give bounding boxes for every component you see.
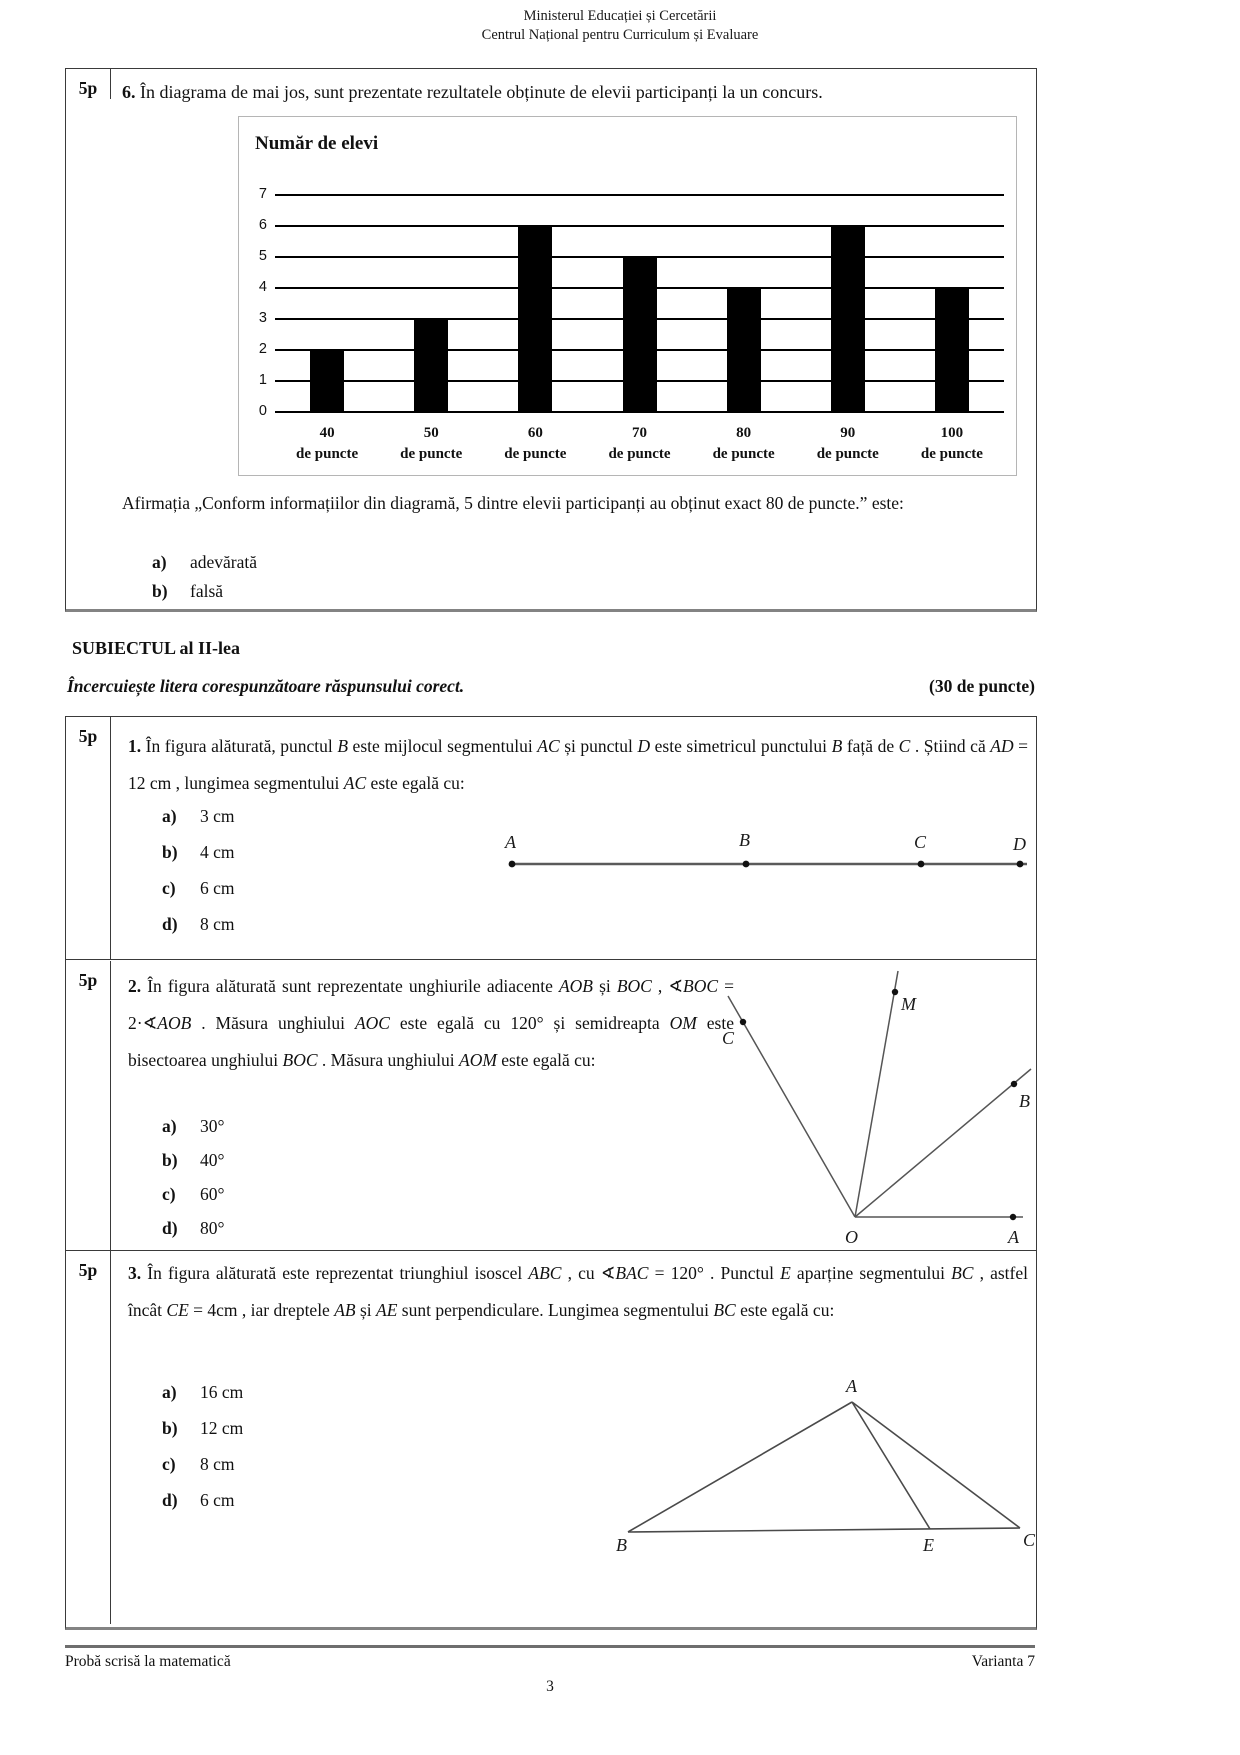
text-segment: OM [669,1013,697,1033]
text-segment: , ∢ [651,976,684,996]
text-segment: BC [713,1300,736,1320]
q2-figure-angles [688,960,1036,1248]
text-segment: și punctul [559,736,638,756]
text-segment: = 12 cm , lungimea segmentului [128,736,1028,793]
text-segment: C [898,736,911,756]
q6-text [122,77,1027,107]
footer-rule [65,1645,1035,1648]
text-segment: și [593,976,617,996]
option-text: 3 cm [200,806,235,826]
text-segment: este mijlocul segmentului [348,736,538,756]
q2-options [162,1116,225,1252]
answer-option [162,1116,225,1150]
x-category-sublabel: de puncte [400,446,463,462]
q1-options [162,806,235,950]
text-segment: AOB [157,1013,192,1033]
text-segment: În diagrama de mai jos, sunt prezentate rezultatele obținute de elevii participanți la un concurs. [140,82,823,102]
y-tick-label: 1 [258,372,267,388]
text-segment: B [337,736,349,756]
text-segment: este bisectoarea unghiului [128,1013,734,1070]
y-tick-label: 4 [258,279,267,295]
gridline-7 [275,194,1004,196]
x-category-label: 50 de puncte [379,423,483,465]
y-tick-label: 6 [258,217,267,233]
y-tick-label: 2 [258,341,267,357]
text-segment: aparține segmentului [790,1263,952,1283]
x-category-sublabel: de puncte [608,446,671,462]
answer-option [152,581,257,610]
answer-option [162,1382,243,1418]
point-e-label: E [923,1535,934,1554]
q6-options [152,552,257,610]
text-segment: AOM [459,1050,497,1070]
point-b-label: B [739,830,750,850]
text-segment: este egală cu: [735,1300,835,1320]
answer-option [162,1418,243,1454]
q1-text [128,728,1028,802]
point-a-dot [509,861,516,868]
option-letter: c) [162,878,176,898]
text-segment: = 2·∢ [128,976,734,1033]
option-letter: d) [162,914,178,934]
q3-text [128,1255,1028,1329]
x-category-sublabel: de puncte [816,446,879,462]
x-category-sublabel: de puncte [296,446,359,462]
footer-left: Probă scrisă la matematică [65,1653,231,1670]
answer-option [162,1150,225,1184]
answer-option [162,1184,225,1218]
point-m-dot [892,989,898,995]
bar-90 [831,226,865,412]
point-b-dot [743,861,750,868]
option-letter: c) [162,1454,176,1474]
bar-50 [414,319,448,412]
answer-option [152,552,257,581]
point-c-label: C [1023,1530,1036,1550]
option-text: 12 cm [200,1418,244,1438]
option-text: 4 cm [200,842,235,862]
y-tick-label: 3 [258,310,267,326]
text-segment: = 4cm , iar dreptele [188,1300,335,1320]
option-letter: d) [162,1218,178,1238]
page-number: 3 [546,1678,554,1695]
text-segment: AB [334,1300,356,1320]
x-category-label: 100 de puncte [900,423,1004,465]
answer-option [162,806,235,842]
option-letter: b) [162,1150,178,1170]
footer-right: Varianta 7 [971,1653,1035,1670]
option-text: 8 cm [200,1454,235,1474]
x-category-label: 70 de puncte [587,423,691,465]
text-segment: 6. [122,82,140,102]
y-tick-label: 0 [258,403,267,419]
text-segment: BOC [616,976,652,996]
x-category-label: 40 de puncte [275,423,379,465]
point-d-dot [1017,861,1024,868]
bar-100 [935,288,969,412]
text-segment: 1. [128,736,146,756]
subject2-instruction: Încercuiește litera corespunzătoare răspunsului corect. [67,676,465,696]
text-segment: În figura alăturată sunt reprezentate unghiurile adiacente [147,976,559,996]
chart-y-axis [241,117,271,475]
text-segment: AC [537,736,560,756]
x-category-sublabel: de puncte [920,446,983,462]
text-segment: În figura alăturată, punctul [145,736,338,756]
option-letter: a) [162,1116,177,1136]
subject2-points-note: (30 de puncte) [929,676,1035,696]
answer-option [162,1454,243,1490]
text-segment: BC [951,1263,974,1283]
text-segment: este simetricul punctului [650,736,832,756]
header-line1: Ministerul Educației și Cercetării [523,8,717,24]
x-category-label: 60 de puncte [483,423,587,465]
text-segment: BOC [282,1050,318,1070]
text-segment: este egală cu 120° și semidreapta [389,1013,670,1033]
text-segment: . Măsura unghiului [317,1050,459,1070]
answer-option [162,1490,243,1526]
q1-points-cell: 5p [66,717,111,959]
point-c-label: C [914,832,927,852]
subject2-heading: SUBIECTUL al II-lea [72,638,241,658]
text-segment: . Măsura unghiului [191,1013,355,1033]
header-line2: Centrul Național pentru Curriculum și Evaluare [481,27,759,43]
text-segment: D [637,736,651,756]
option-letter: c) [162,1184,176,1204]
text-segment: este egală cu: [496,1050,596,1070]
x-category-sublabel: de puncte [504,446,567,462]
option-letter: a) [152,552,167,572]
answer-option [162,842,235,878]
option-text: 6 cm [200,1490,235,1510]
q3-points-cell: 5p [66,1251,111,1624]
ray-ob [855,1069,1031,1217]
text-segment: BAC [615,1263,649,1283]
text-segment: E [780,1263,791,1283]
bar-60 [518,226,552,412]
answer-option [162,1218,225,1252]
text-segment: este egală cu: [366,773,465,793]
q2-text [128,968,734,1079]
q2-points-cell: 5p [66,961,111,1250]
option-text: 8 cm [200,914,235,934]
text-segment: B [831,736,843,756]
bar-40 [310,350,344,412]
text-segment: AC [343,773,367,793]
option-letter: d) [162,1490,178,1510]
answer-option [162,878,235,914]
q6-points-cell: 5p [66,69,111,99]
text-segment: AE [376,1300,398,1320]
x-category-label: 80 de puncte [692,423,796,465]
text-segment: 3. [128,1263,148,1283]
point-a-label: A [846,1376,857,1396]
x-category-sublabel: de puncte [712,446,775,462]
q3-options [162,1382,243,1526]
option-text: 30° [200,1116,225,1136]
option-text: 80° [200,1218,225,1238]
text-segment: AOB [558,976,594,996]
text-segment: sunt perpendiculare. Lungimea segmentului [397,1300,714,1320]
bar-chart [238,116,1017,476]
point-b-label: B [616,1535,627,1554]
point-o-label: O [845,1227,858,1247]
side-bc [628,1528,1020,1532]
text-segment: = 120° . Punctul [648,1263,781,1283]
point-c-dot [740,1019,746,1025]
chart-plot-area [275,195,1004,412]
point-d-label: D [1013,834,1026,854]
option-letter: a) [162,806,177,826]
chart-title: Număr de elevi [255,133,379,154]
text-segment: BOC [683,976,719,996]
y-tick-label: 7 [258,186,267,202]
point-m-label: M [901,994,916,1014]
point-b-label: B [1019,1091,1030,1111]
option-letter: b) [162,842,178,862]
option-text: 16 cm [200,1382,244,1402]
option-letter: b) [152,581,168,601]
point-b-dot [1011,1081,1017,1087]
cevian-ae [852,1402,930,1529]
option-text: 6 cm [200,878,235,898]
point-c-dot [918,861,925,868]
ray-om [855,971,898,1217]
text-segment: față de [842,736,899,756]
point-c-label: C [722,1028,735,1048]
option-text: falsă [190,581,224,601]
text-segment: ABC [528,1263,562,1283]
chart-x-axis [275,418,1004,468]
text-segment: Afirmația „Conform informațiilor din diagramă, 5 dintre elevii participanți au obținut exact 80 de puncte.” este: [122,493,904,513]
text-segment: și [355,1300,377,1320]
side-ac [852,1402,1020,1528]
side-ba [628,1402,852,1532]
option-text: adevărată [190,552,258,572]
text-segment: AD [990,736,1014,756]
x-category-label: 90 de puncte [796,423,900,465]
q1-figure-segment [495,826,1035,876]
option-text: 40° [200,1150,225,1170]
point-a-label: A [1008,1227,1019,1247]
text-segment: CE [166,1300,189,1320]
q3-figure-triangle [598,1376,1040,1554]
answer-option [162,914,235,950]
bar-80 [727,288,761,412]
option-letter: a) [162,1382,177,1402]
option-letter: b) [162,1418,178,1438]
text-segment: . Știind că [910,736,991,756]
text-segment: În figura alăturată este reprezentat triunghiul isoscel [147,1263,529,1283]
text-segment: 2. [128,976,148,996]
y-tick-label: 5 [258,248,267,264]
q6-affirmation [122,485,1030,522]
text-segment: AOC [354,1013,390,1033]
option-text: 60° [200,1184,225,1204]
bar-70 [623,257,657,412]
point-a-dot [1010,1214,1016,1220]
text-segment: , astfel încât [128,1263,1029,1320]
point-a-label: A [505,832,516,852]
ray-oc [728,996,855,1217]
text-segment: , cu ∢ [561,1263,616,1283]
gridline-6 [275,225,1004,227]
